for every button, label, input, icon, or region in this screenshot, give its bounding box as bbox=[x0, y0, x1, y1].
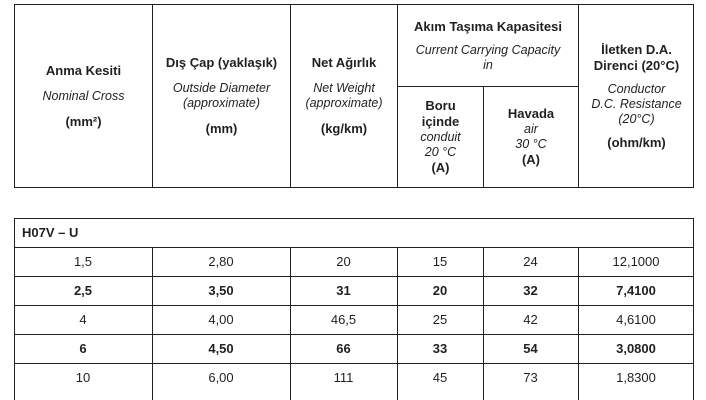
header-outside-diameter-en2: (approximate) bbox=[182, 96, 261, 110]
header-nominal-cross bbox=[15, 5, 152, 187]
header-conduit-temp: 20 °C bbox=[424, 145, 457, 159]
header-carrying-capacity-tr: Akım Taşıma Kapasitesi bbox=[414, 18, 562, 34]
table-cell-resistance: 12,1000 bbox=[612, 254, 660, 269]
header-net-weight-unit: (kg/km) bbox=[320, 121, 368, 136]
header-air-en: air bbox=[524, 122, 538, 136]
header-net-weight-en2: (approximate) bbox=[305, 96, 383, 110]
table-cell-weight: 31 bbox=[336, 283, 351, 298]
header-net-weight-en1: Net Weight bbox=[313, 81, 375, 95]
table-cell-cross: 4 bbox=[79, 312, 87, 327]
table-row bbox=[14, 306, 694, 333]
header-nominal-cross-en: Nominal Cross bbox=[42, 88, 125, 103]
header-conduit-en: conduit bbox=[420, 130, 461, 144]
table-row bbox=[14, 335, 694, 362]
header-conduit-tr1: Boru bbox=[425, 98, 456, 113]
section-title: H07V – U bbox=[22, 225, 79, 240]
table-cell-resistance: 4,6100 bbox=[616, 312, 656, 327]
header-net-weight bbox=[291, 5, 397, 187]
header-outside-diameter-tr: Dış Çap (yaklaşık) bbox=[165, 55, 278, 70]
header-nominal-cross-tr: Anma Kesiti bbox=[45, 62, 122, 78]
table-cell-conduit: 45 bbox=[432, 370, 448, 385]
header-outside-diameter-unit: (mm) bbox=[205, 121, 238, 136]
header-dc-resistance-unit: (ohm/km) bbox=[607, 134, 666, 150]
table-cell-diameter: 6,00 bbox=[208, 370, 234, 385]
header-carrying-capacity-en2: in bbox=[483, 57, 493, 72]
header-air-tr: Havada bbox=[507, 106, 555, 121]
table-row bbox=[14, 277, 694, 304]
table-cell-diameter: 4,50 bbox=[208, 341, 234, 356]
table-cell-weight: 66 bbox=[336, 341, 351, 356]
table-cell-cross: 2,5 bbox=[73, 283, 93, 298]
table-cell-diameter: 3,50 bbox=[208, 283, 234, 298]
header-dc-resistance-tr1: İletken D.A. bbox=[601, 41, 672, 57]
column-divider bbox=[397, 248, 398, 400]
table-cell-air: 73 bbox=[523, 370, 538, 385]
column-divider bbox=[483, 248, 484, 400]
column-divider bbox=[578, 248, 579, 400]
header-air-temp: 30 °C bbox=[515, 137, 547, 151]
header-dc-resistance-tr2: Direnci (20°C) bbox=[593, 57, 680, 73]
table-cell-conduit: 15 bbox=[432, 254, 448, 269]
table-cell-conduit: 25 bbox=[432, 312, 448, 327]
header-carrying-capacity bbox=[398, 5, 578, 86]
header-carrying-capacity-en1: Current Carrying Capacity bbox=[415, 42, 561, 57]
table-cell-cross: 1,5 bbox=[73, 254, 93, 269]
column-divider bbox=[152, 248, 153, 400]
table-cell-resistance: 7,4100 bbox=[616, 283, 656, 298]
table-cell-weight: 111 bbox=[333, 370, 354, 385]
table-cell-air: 54 bbox=[523, 341, 538, 356]
header-outside-diameter bbox=[153, 5, 290, 187]
table-row bbox=[14, 364, 694, 391]
header-net-weight-tr: Net Ağırlık bbox=[311, 55, 377, 70]
header-conduit-tr2: içinde bbox=[421, 114, 460, 129]
table-cell-weight: 46,5 bbox=[330, 312, 357, 327]
table-cell-diameter: 4,00 bbox=[208, 312, 234, 327]
table-cell-air: 42 bbox=[523, 312, 538, 327]
table-cell-air: 32 bbox=[523, 283, 538, 298]
header-dc-resistance bbox=[579, 5, 694, 187]
table-cell-resistance: 3,0800 bbox=[616, 341, 656, 356]
table-cell-cross: 6 bbox=[79, 341, 87, 356]
table-cell-conduit: 20 bbox=[432, 283, 448, 298]
header-air-unit: (A) bbox=[521, 152, 541, 167]
header-air bbox=[484, 87, 578, 187]
table-cell-cross: 10 bbox=[75, 370, 91, 385]
table-row bbox=[14, 248, 694, 275]
table-cell-air: 24 bbox=[523, 254, 538, 269]
table-cell-weight: 20 bbox=[336, 254, 351, 269]
header-nominal-cross-unit: (mm²) bbox=[65, 113, 102, 129]
header-conduit-unit: (A) bbox=[431, 160, 450, 175]
header-conduit bbox=[398, 87, 483, 187]
header-dc-resistance-en3: (20°C) bbox=[618, 111, 655, 126]
header-dc-resistance-en2: D.C. Resistance bbox=[591, 96, 682, 111]
table-cell-conduit: 33 bbox=[432, 341, 448, 356]
header-dc-resistance-en1: Conductor bbox=[607, 81, 666, 96]
table-cell-resistance: 1,8300 bbox=[616, 370, 656, 385]
column-divider bbox=[290, 248, 291, 400]
table-cell-diameter: 2,80 bbox=[208, 254, 234, 269]
header-outside-diameter-en1: Outside Diameter bbox=[172, 81, 271, 95]
